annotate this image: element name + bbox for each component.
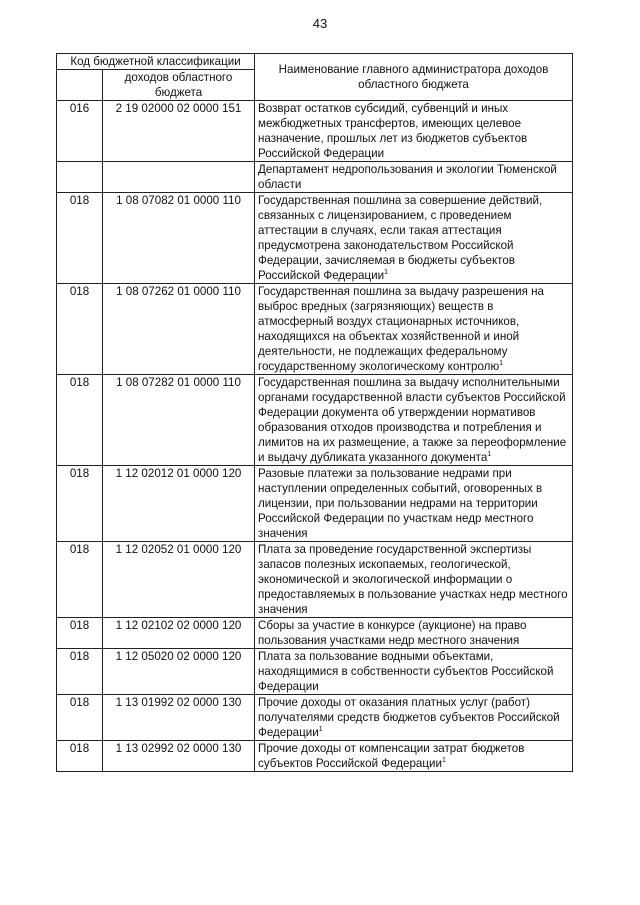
table-row [57, 741, 573, 772]
admin-code: 016 [57, 101, 103, 162]
admin-code: 018 [57, 695, 103, 741]
footnote-marker: 1 [318, 726, 323, 734]
department-name: Департамент недропользования и экологии Тюменской области [255, 162, 573, 193]
revenue-name-cell [255, 284, 573, 375]
table-body [57, 101, 573, 772]
revenue-name-cell [255, 618, 573, 649]
revenue-name-cell [255, 466, 573, 542]
revenue-name: Сборы за участие в конкурсе (аукционе) на право пользования участками недр местного значения [258, 619, 527, 647]
income-code: 2 19 02000 02 0000 151 [103, 101, 255, 162]
income-code: 1 08 07262 01 0000 110 [103, 284, 255, 375]
revenue-name: Возврат остатков субсидий, субвенций и иных межбюджетных трансфертов, имеющих целевое назначение, прошлых лет из бюджетов субъектов Российской Федерации [258, 102, 528, 160]
footnote-marker: 1 [499, 360, 504, 368]
income-code-empty [103, 162, 255, 193]
revenue-name: Государственная пошлина за выдачу разрешения на выброс вредных (загрязняющих) веществ в атмосферный воздух стационарных источников, находящихся на объектах хозяйственной и иной деятельности, не подлежащих федеральному государственному экологическому контролю [258, 285, 544, 373]
table-row [57, 618, 573, 649]
admin-code: 018 [57, 193, 103, 284]
admin-code: 018 [57, 618, 103, 649]
revenue-name: Прочие доходы от оказания платных услуг (работ) получателями средств бюджетов субъектов Российской Федерации [258, 696, 560, 739]
revenue-name: Плата за проведение государственной экспертизы запасов полезных ископаемых, геологической, экономической и экологической информации о предоставляемых в пользование участках недр местного значения [258, 543, 568, 616]
income-code: 1 12 05020 02 0000 120 [103, 649, 255, 695]
page-number: 43 [312, 16, 328, 31]
income-code: 1 12 02102 02 0000 120 [103, 618, 255, 649]
admin-code: 018 [57, 284, 103, 375]
income-code: 1 08 07082 01 0000 110 [103, 193, 255, 284]
budget-classification-table [56, 53, 573, 772]
revenue-name-cell [255, 193, 573, 284]
revenue-name-cell [255, 375, 573, 466]
table-row [57, 695, 573, 741]
revenue-name: Прочие доходы от компенсации затрат бюджетов субъектов Российской Федерации [258, 742, 525, 770]
revenue-name-cell [255, 542, 573, 618]
header-group-label: Код бюджетной классификации [57, 54, 255, 70]
revenue-name-cell [255, 695, 573, 741]
table-row [57, 193, 573, 284]
revenue-name-cell [255, 649, 573, 695]
income-code: 1 13 02992 02 0000 130 [103, 741, 255, 772]
header-name-label: Наименование главного администратора доходов областного бюджета [255, 54, 573, 101]
revenue-name: Разовые платежи за пользование недрами при наступлении определенных событий, оговоренных в лицензии, при пользовании недрами на территории Российской Федерации по участкам недр местного значения [258, 467, 543, 540]
header-row-top [57, 54, 573, 70]
admin-code: 018 [57, 375, 103, 466]
table-row [57, 375, 573, 466]
admin-code: 018 [57, 542, 103, 618]
income-code: 1 12 02012 01 0000 120 [103, 466, 255, 542]
header-admin-cell [57, 70, 103, 101]
income-code: 1 08 07282 01 0000 110 [103, 375, 255, 466]
admin-code: 018 [57, 741, 103, 772]
admin-code-empty [57, 162, 103, 193]
footnote-marker: 1 [487, 451, 492, 459]
table-row [57, 649, 573, 695]
department-row [57, 162, 573, 193]
admin-code: 018 [57, 466, 103, 542]
header-income-label: доходов областного бюджета [103, 70, 255, 101]
table-row [57, 542, 573, 618]
table-row [57, 284, 573, 375]
income-code: 1 13 01992 02 0000 130 [103, 695, 255, 741]
footnote-marker: 1 [384, 269, 388, 277]
revenue-name: Плата за пользование водными объектами, находящимися в собственности субъектов Российской Федерации [258, 650, 554, 693]
revenue-name-cell [255, 741, 573, 772]
revenue-name-cell [255, 101, 573, 162]
admin-code: 018 [57, 649, 103, 695]
table-row [57, 101, 573, 162]
revenue-name: Государственная пошлина за совершение действий, связанных с лицензированием, с проведением аттестации в случаях, если такая аттестация предусмотрена законодательством Российской Федерации, зачисляемая в бюджеты субъектов Российской Федерации [258, 194, 543, 282]
table-row [57, 466, 573, 542]
income-code: 1 12 02052 01 0000 120 [103, 542, 255, 618]
revenue-name: Государственная пошлина за выдачу исполнительными органами государственной власти субъектов Российской Федерации документа об утверждении нормативов образования отходов производства и потребления и лимитов на их размещение, а также за переоформление и выдачу дубликата указанного документа [258, 376, 567, 464]
footnote-marker: 1 [441, 757, 446, 765]
